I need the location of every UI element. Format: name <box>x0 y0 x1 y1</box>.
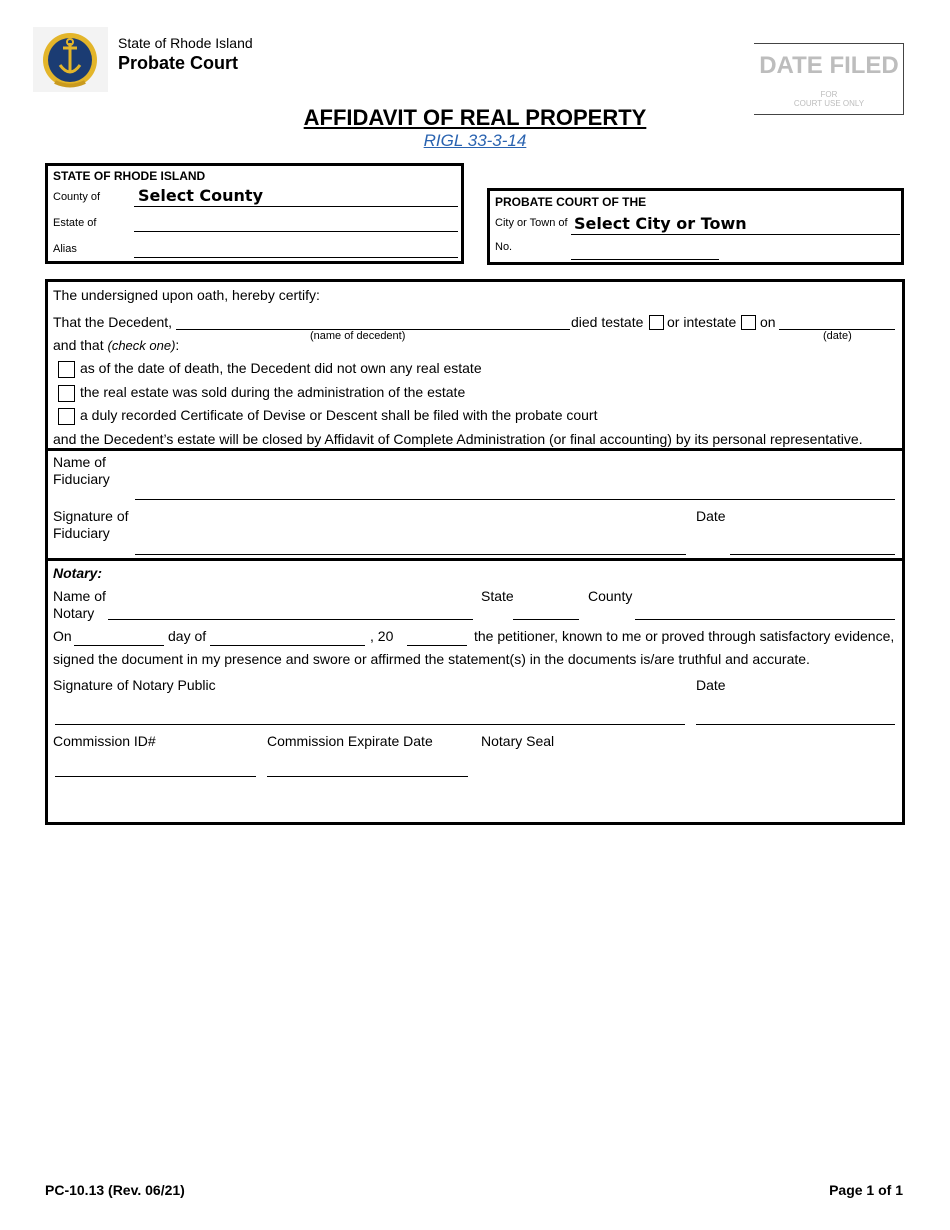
option-sold-label: the real estate was sold during the administration of the estate <box>80 384 466 400</box>
commission-id-input[interactable] <box>55 776 256 777</box>
on-label: on <box>760 314 776 330</box>
notary-seal-label: Notary Seal <box>481 733 555 749</box>
fiduciary-name-label-2: Fiduciary <box>53 471 110 487</box>
county-line <box>134 206 458 207</box>
option-no-real-estate-checkbox[interactable] <box>58 361 75 378</box>
notary-month-input[interactable] <box>210 645 365 646</box>
option-no-real-estate-label: as of the date of death, the Decedent did not own any real estate <box>80 360 482 376</box>
and-that-line <box>53 337 179 353</box>
city-line <box>571 234 900 235</box>
county-label: County of <box>53 191 101 203</box>
probate-heading: PROBATE COURT OF THE <box>495 195 647 209</box>
option-certificate-checkbox[interactable] <box>58 408 75 425</box>
died-testate-label: died testate <box>571 314 644 330</box>
state-heading: STATE OF RHODE ISLAND <box>53 169 206 183</box>
date-caption: (date) <box>823 330 852 342</box>
on-day-label: On <box>53 628 72 644</box>
option-certificate-label: a duly recorded Certificate of Devise or Descent shall be filed with the probate court <box>80 407 598 423</box>
page-number: Page 1 of 1 <box>829 1182 903 1198</box>
notary-signature-input[interactable] <box>55 724 685 725</box>
estate-label: Estate of <box>53 217 97 229</box>
probate-court-box <box>487 188 904 265</box>
fiduciary-date-input[interactable] <box>730 554 895 555</box>
notary-year-input[interactable] <box>407 645 467 646</box>
intestate-label: or intestate <box>667 314 737 330</box>
colon-text: : <box>175 337 180 353</box>
notary-heading: Notary: <box>53 565 103 581</box>
fiduciary-signature-input[interactable] <box>135 554 686 555</box>
commission-id-label: Commission ID# <box>53 733 156 749</box>
closing-statement: and the Decedent’s estate will be closed by Affidavit of Complete Administration (or final accounting) by its personal representative. <box>53 431 863 447</box>
city-select[interactable]: Select City or Town <box>574 214 747 233</box>
signed-statement: signed the document in my presence and swore or affirmed the statement(s) in the documents is/are truthful and accurate. <box>53 651 810 667</box>
year-prefix-label: , 20 <box>370 628 394 644</box>
notary-date-input[interactable] <box>696 724 895 725</box>
case-no-input[interactable] <box>571 259 719 260</box>
estate-input[interactable] <box>134 231 458 232</box>
date-filed-label: DATE FILED <box>759 52 899 79</box>
decedent-label: That the Decedent, <box>53 314 173 330</box>
notary-county-input[interactable] <box>635 619 895 620</box>
notary-name-label-2: Notary <box>53 605 95 621</box>
petitioner-text: the petitioner, known to me or proved through satisfactory evidence, <box>474 628 895 644</box>
testate-checkbox[interactable] <box>649 315 664 330</box>
alias-input[interactable] <box>134 257 458 258</box>
notary-county-label: County <box>588 588 633 604</box>
court-use-line2: COURT USE ONLY <box>793 99 865 108</box>
fiduciary-name-label <box>53 454 110 488</box>
option-sold-checkbox[interactable] <box>58 385 75 402</box>
page-title: AFFIDAVIT OF REAL PROPERTY <box>303 105 647 130</box>
notary-name-label-1: Name of <box>53 588 106 604</box>
state-info-box <box>45 163 464 264</box>
decedent-caption: (name of decedent) <box>310 330 406 342</box>
fiduciary-sig-label-1: Signature of <box>53 508 129 524</box>
and-that-text: and that <box>53 337 108 353</box>
certify-text: The undersigned upon oath, hereby certify: <box>53 287 320 303</box>
affidavit-main-box <box>45 279 905 825</box>
day-of-label: day of <box>168 628 207 644</box>
alias-label: Alias <box>53 243 77 255</box>
notary-name-label <box>53 588 106 622</box>
form-id: PC-10.13 (Rev. 06/21) <box>45 1182 185 1198</box>
fiduciary-sig-label <box>53 508 129 542</box>
city-label: City or Town of <box>495 217 568 229</box>
fiduciary-name-input[interactable] <box>135 499 895 500</box>
notary-name-input[interactable] <box>108 619 473 620</box>
state-name: State of Rhode Island <box>118 35 253 51</box>
check-one-text: (check one) <box>107 338 176 353</box>
notary-day-input[interactable] <box>74 645 164 646</box>
section-divider-1 <box>48 448 902 451</box>
notary-sig-label: Signature of Notary Public <box>53 677 216 693</box>
commission-exp-label: Commission Expirate Date <box>267 733 433 749</box>
fiduciary-sig-label-2: Fiduciary <box>53 525 110 541</box>
section-divider-2 <box>48 558 902 561</box>
notary-date-label: Date <box>696 677 726 693</box>
court-name: Probate Court <box>118 53 239 73</box>
statute-link[interactable]: RIGL 33-3-14 <box>423 131 527 150</box>
notary-state-label: State <box>481 588 514 604</box>
intestate-checkbox[interactable] <box>741 315 756 330</box>
fiduciary-name-label-1: Name of <box>53 454 106 470</box>
notary-state-input[interactable] <box>513 619 579 620</box>
fiduciary-date-label: Date <box>696 508 726 524</box>
commission-exp-input[interactable] <box>267 776 468 777</box>
state-seal <box>33 27 108 92</box>
county-select[interactable]: Select County <box>138 186 264 205</box>
case-no-label: No. <box>495 241 513 253</box>
court-use-line1: FOR <box>820 90 838 99</box>
